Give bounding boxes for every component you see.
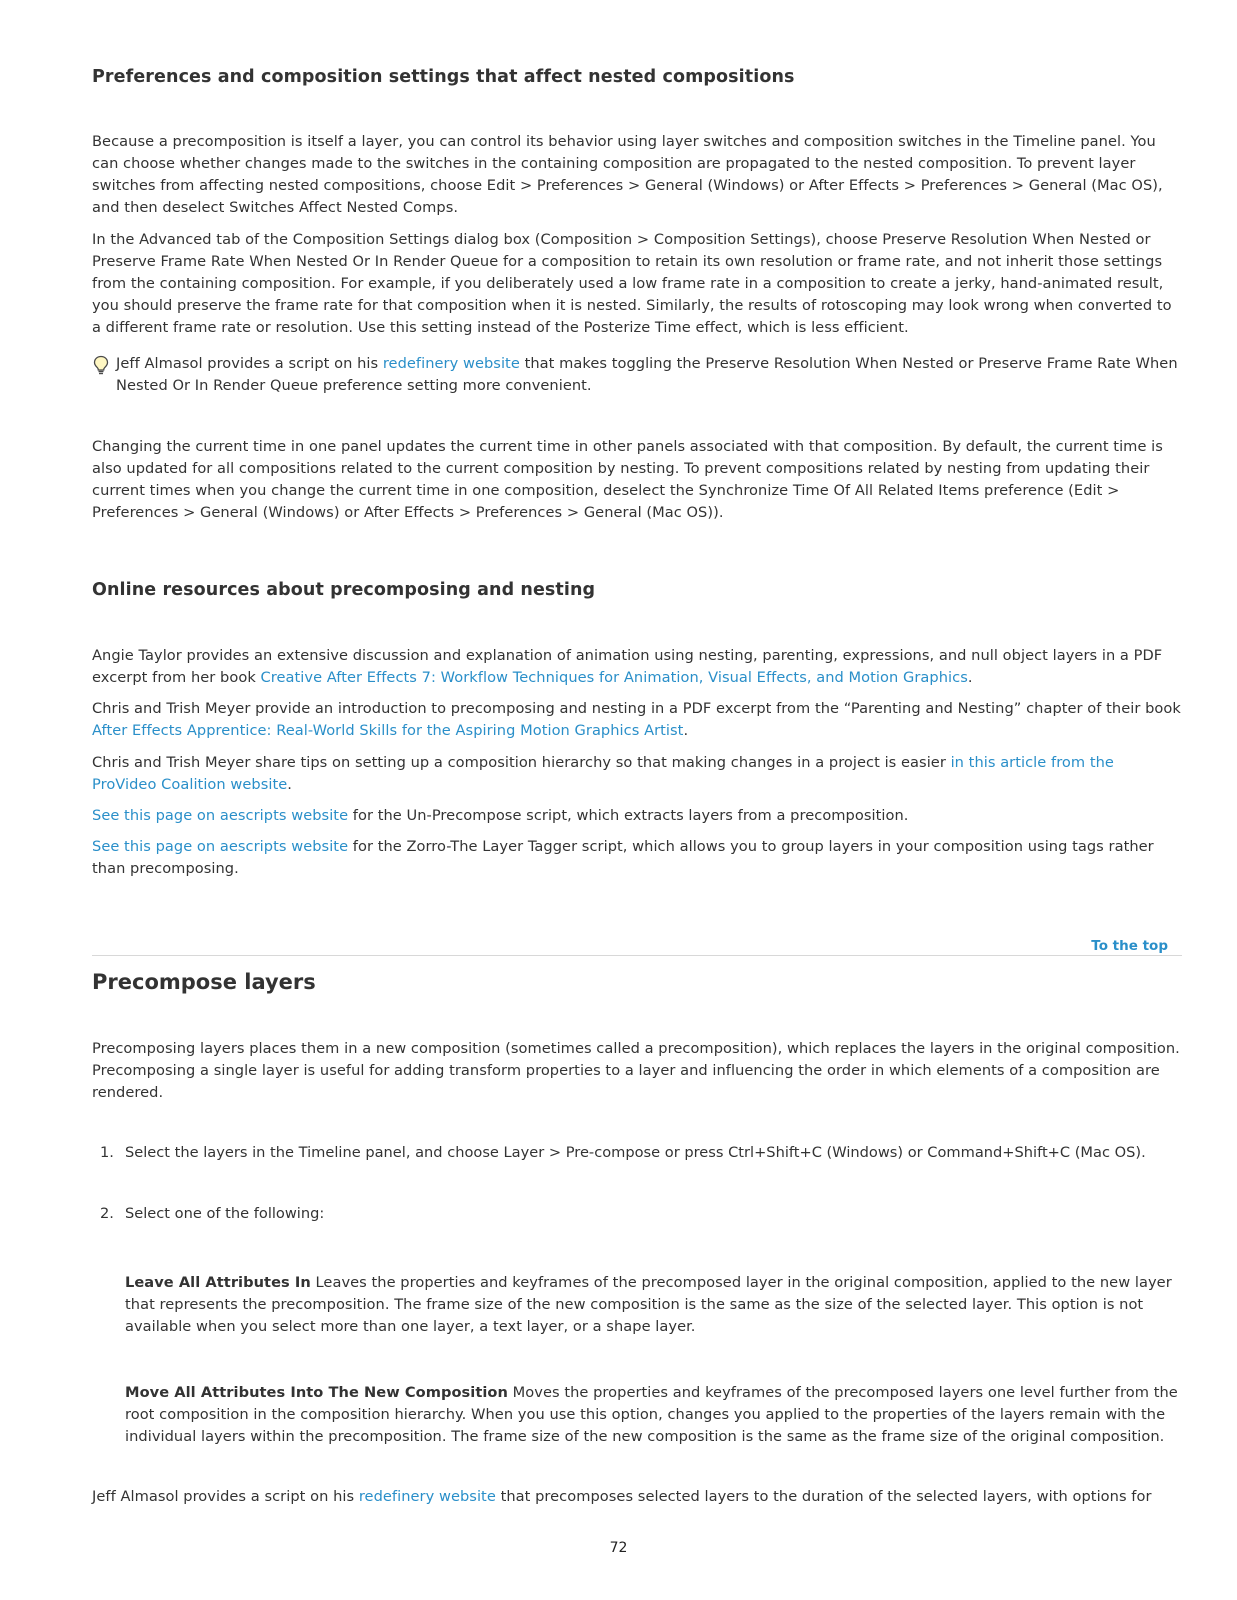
resource-zorro: See this page on aescripts website for the Zorro-The Layer Tagger script, which allows you to group layers in your composition using tags rather than precomposing. xyxy=(92,838,1154,877)
redefinery-link[interactable]: redefinery website xyxy=(382,355,520,372)
option-term: Move All Attributes Into The New Composition xyxy=(125,1384,508,1401)
paragraph-advanced-tab: In the Advanced tab of the Composition Settings dialog box (Composition > Composition Settings), choose Preserve Resolution When Nested or Preserve Frame Rate When Nested Or In Render Queue for a composition to retain its own resolution or frame rate, and not inherit those settings from the containing composition. For example, if you deliberately used a low frame rate in a composition to create a jerky, hand-animated result, you should preserve the frame rate for that composition when it is nested. Similarly, the results of rotoscoping may look wrong when converted to a different frame rate or resolution. Use this setting instead of the Posterize Time effect, which is less efficient. xyxy=(92,231,1172,336)
list-item xyxy=(92,1142,1182,1164)
resource-meyer-apprentice: Chris and Trish Meyer provide an introduction to precomposing and nesting in a PDF excerpt from the “Parenting and Nesting” chapter of their book After Effects Apprentice: Real-World Skills for the Aspiring Motion Graphics Artist. xyxy=(92,700,1181,739)
creative-after-effects-link[interactable]: Creative After Effects 7: Workflow Techniques for Animation, Visual Effects, and Motion Graphics xyxy=(260,669,968,686)
section-heading-nested-prefs: Preferences and composition settings that affect nested compositions xyxy=(92,67,795,87)
paragraph-precompose-script: Jeff Almasol provides a script on his redefinery website that precomposes selected layers to the duration of the selected layers, with options for xyxy=(92,1488,1152,1505)
step-text: Select one of the following: xyxy=(125,1205,325,1222)
after-effects-apprentice-link[interactable]: After Effects Apprentice: Real-World Skills for the Aspiring Motion Graphics Artist xyxy=(92,722,684,739)
redefinery-link[interactable]: redefinery website xyxy=(358,1488,496,1505)
aescripts-zorro-link[interactable]: See this page on aescripts website xyxy=(92,838,349,855)
tip-text: Jeff Almasol provides a script on his redefinery website that makes toggling the Preserve Resolution When Nested or Preserve Frame Rate When Nested Or In Render Queue preference setting more convenient. xyxy=(116,355,1178,394)
paragraph-current-time: Changing the current time in one panel updates the current time in other panels associated with that composition. By default, the current time is also updated for all compositions related to the current composition by nesting. To prevent compositions related by nesting from updating their current times when you change the current time in one composition, deselect the Synchronize Time Of All Related Items preference (Edit > Preferences > General (Windows) or After Effects > Preferences > General (Mac OS)). xyxy=(92,438,1163,521)
resource-un-precompose: See this page on aescripts website for the Un-Precompose script, which extracts layers from a precomposition. xyxy=(92,807,909,824)
list-item xyxy=(92,1203,1182,1225)
lightbulb-icon xyxy=(92,355,110,375)
aescripts-un-precompose-link[interactable]: See this page on aescripts website xyxy=(92,807,349,824)
section-divider xyxy=(92,955,1182,956)
paragraph-precompose-intro: Precomposing layers places them in a new composition (sometimes called a precomposition), which replaces the layers in the original composition. Precomposing a single layer is useful for adding transform properties to a layer and influencing the order in which elements of a composition are rendered. xyxy=(92,1040,1180,1101)
section-heading-online-resources: Online resources about precomposing and nesting xyxy=(92,580,596,600)
section-heading-precompose: Precompose layers xyxy=(92,970,316,994)
resource-angie-taylor: Angie Taylor provides an extensive discussion and explanation of animation using nesting, parenting, expressions, and null object layers in a PDF excerpt from her book Creative After Effects 7: Workflow Techniques for Animation, Visual Effects, and Motion Graphics. xyxy=(92,647,1163,686)
option-move-all-attributes: Move All Attributes Into The New Composition Moves the properties and keyframes of the precomposed layers one level further from the root composition in the composition hierarchy. When you use this option, changes you applied to the properties of the layers remain with the individual layers within the precomposition. The frame size of the new composition is the same as the frame size of the original composition. xyxy=(125,1384,1178,1445)
resource-meyer-hierarchy: Chris and Trish Meyer share tips on setting up a composition hierarchy so that making changes in a project is easier in this article from the ProVideo Coalition website. xyxy=(92,754,1114,793)
step-text: Select the layers in the Timeline panel, and choose Layer > Pre-compose or press Ctrl+Shift+C (Windows) or Command+Shift+C (Mac OS). xyxy=(125,1144,1146,1161)
paragraph-switches: Because a precomposition is itself a layer, you can control its behavior using layer switches and composition switches in the Timeline panel. You can choose whether changes made to the switches in the containing composition are propagated to the nested composition. To prevent layer switches from affecting nested compositions, choose Edit > Preferences > General (Windows) or After Effects > Preferences > General (Mac OS), and then deselect Switches Affect Nested Comps. xyxy=(92,133,1163,216)
page-number: 72 xyxy=(609,1540,628,1556)
option-term: Leave All Attributes In xyxy=(125,1274,311,1291)
to-the-top-link[interactable]: To the top xyxy=(1091,938,1168,954)
option-leave-all-attributes: Leave All Attributes In Leaves the properties and keyframes of the precomposed layer in the original composition, applied to the new layer that represents the precomposition. The frame size of the new composition is the same as the size of the selected layer. This option is not available when you select more than one layer, a text layer, or a shape layer. xyxy=(125,1274,1172,1335)
step-number: 2. xyxy=(100,1205,114,1222)
provideo-coalition-link[interactable]: in this article from the ProVideo Coalition website xyxy=(92,754,1114,793)
step-number: 1. xyxy=(100,1144,114,1161)
